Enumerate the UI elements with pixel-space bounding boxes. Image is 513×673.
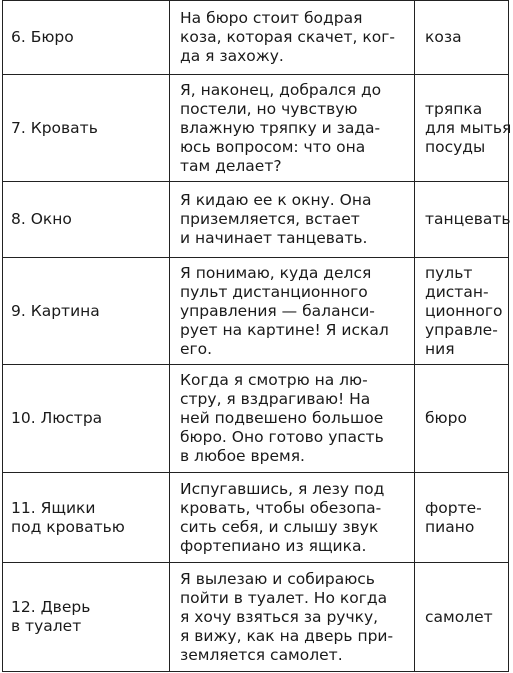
table-row	[3, 258, 509, 365]
scene-line: стру, я вздрагиваю! На	[180, 390, 371, 408]
scene-cell	[170, 258, 415, 365]
scene-line: бюро. Оно готово упасть	[180, 428, 384, 446]
object-cell	[415, 182, 509, 258]
table-row	[3, 563, 509, 672]
object-line: пиано	[425, 517, 475, 536]
scene-line: юсь вопросом: что она	[180, 137, 366, 156]
scene-line: кровать, чтобы обезопа-	[180, 498, 382, 517]
scene-line: там делает?	[180, 156, 282, 175]
place-line: 10. Люстра	[11, 409, 103, 427]
scene-line: я хочу взяться за ручку,	[180, 607, 379, 626]
scene-line: да я захожу.	[180, 47, 284, 65]
scene-line: фортепиано из ящика.	[180, 536, 367, 555]
place-cell	[3, 258, 170, 365]
object-line: танцевать	[425, 210, 511, 228]
table-row	[3, 365, 509, 473]
object-line: дистан-	[425, 282, 489, 301]
place-line: 9. Картина	[11, 301, 100, 320]
scene-cell	[170, 182, 415, 258]
object-line: пульт	[425, 263, 473, 282]
scene-line: управления — баланси-	[180, 301, 375, 320]
object-line: коза	[425, 28, 462, 46]
scene-line: рует на картине! Я искал	[180, 320, 389, 339]
scene-line: земляется самолет.	[180, 645, 343, 664]
memory-palace-table	[2, 0, 512, 672]
object-line: форте-	[425, 498, 482, 517]
scene-line: сить себя, и слышу звук	[180, 517, 379, 536]
object-cell	[415, 258, 509, 365]
scene-line: и начинает танцевать.	[180, 229, 368, 247]
place-cell	[3, 563, 170, 672]
table-row	[3, 182, 509, 258]
place-cell	[3, 182, 170, 258]
object-line: для мытья	[425, 118, 512, 137]
object-line: ционного	[425, 301, 503, 320]
scene-cell	[170, 1, 415, 75]
object-line: самолет	[425, 607, 493, 626]
scene-line: Я вылезаю и собираюсь	[180, 569, 375, 588]
place-cell	[3, 365, 170, 473]
scene-line: коза, которая скачет, ког-	[180, 28, 395, 46]
table-row	[3, 473, 509, 563]
scene-cell	[170, 563, 415, 672]
scene-line: На бюро стоит бодрая	[180, 9, 363, 27]
object-cell	[415, 1, 509, 75]
place-line: 11. Ящики	[11, 498, 96, 517]
scene-line: в любое время.	[180, 447, 305, 465]
place-line: 12. Дверь	[11, 598, 91, 616]
scene-line: ней подвешено большое	[180, 409, 384, 427]
scene-line: его.	[180, 339, 213, 358]
object-line: ния	[425, 339, 455, 358]
table-row	[3, 75, 509, 182]
scene-line: Когда я смотрю на лю-	[180, 371, 368, 389]
place-line: 8. Окно	[11, 210, 72, 228]
scene-line: приземляется, встает	[180, 210, 360, 228]
scene-line: Испугавшись, я лезу под	[180, 479, 385, 498]
object-line: управле-	[425, 320, 498, 339]
object-line: бюро	[425, 409, 467, 427]
object-cell	[415, 75, 512, 182]
place-cell	[3, 473, 170, 563]
scene-cell	[170, 365, 415, 473]
place-cell	[3, 75, 170, 182]
scene-line: постели, но чувствую	[180, 99, 358, 118]
object-line: посуды	[425, 137, 486, 156]
scene-line: пойти в туалет. Но когда	[180, 588, 388, 607]
scene-line: Я кидаю ее к окну. Она	[180, 191, 372, 209]
scene-cell	[170, 75, 415, 182]
object-cell	[415, 473, 509, 563]
table-row	[3, 1, 509, 75]
place-line: под кроватью	[11, 517, 125, 536]
place-cell	[3, 1, 170, 75]
scene-line: влажную тряпку и зада-	[180, 118, 381, 137]
scene-line: пульт дистанционного	[180, 282, 368, 301]
object-cell	[415, 365, 509, 473]
place-line: 6. Бюро	[11, 28, 74, 46]
scene-cell	[170, 473, 415, 563]
scene-line: Я понимаю, куда делся	[180, 263, 372, 282]
scene-line: Я, наконец, добрался до	[180, 80, 382, 99]
scene-line: я вижу, как на дверь при-	[180, 626, 394, 645]
object-line: тряпка	[425, 99, 483, 118]
place-line: в туалет	[11, 617, 82, 635]
object-cell	[415, 563, 509, 672]
place-line: 7. Кровать	[11, 118, 98, 137]
